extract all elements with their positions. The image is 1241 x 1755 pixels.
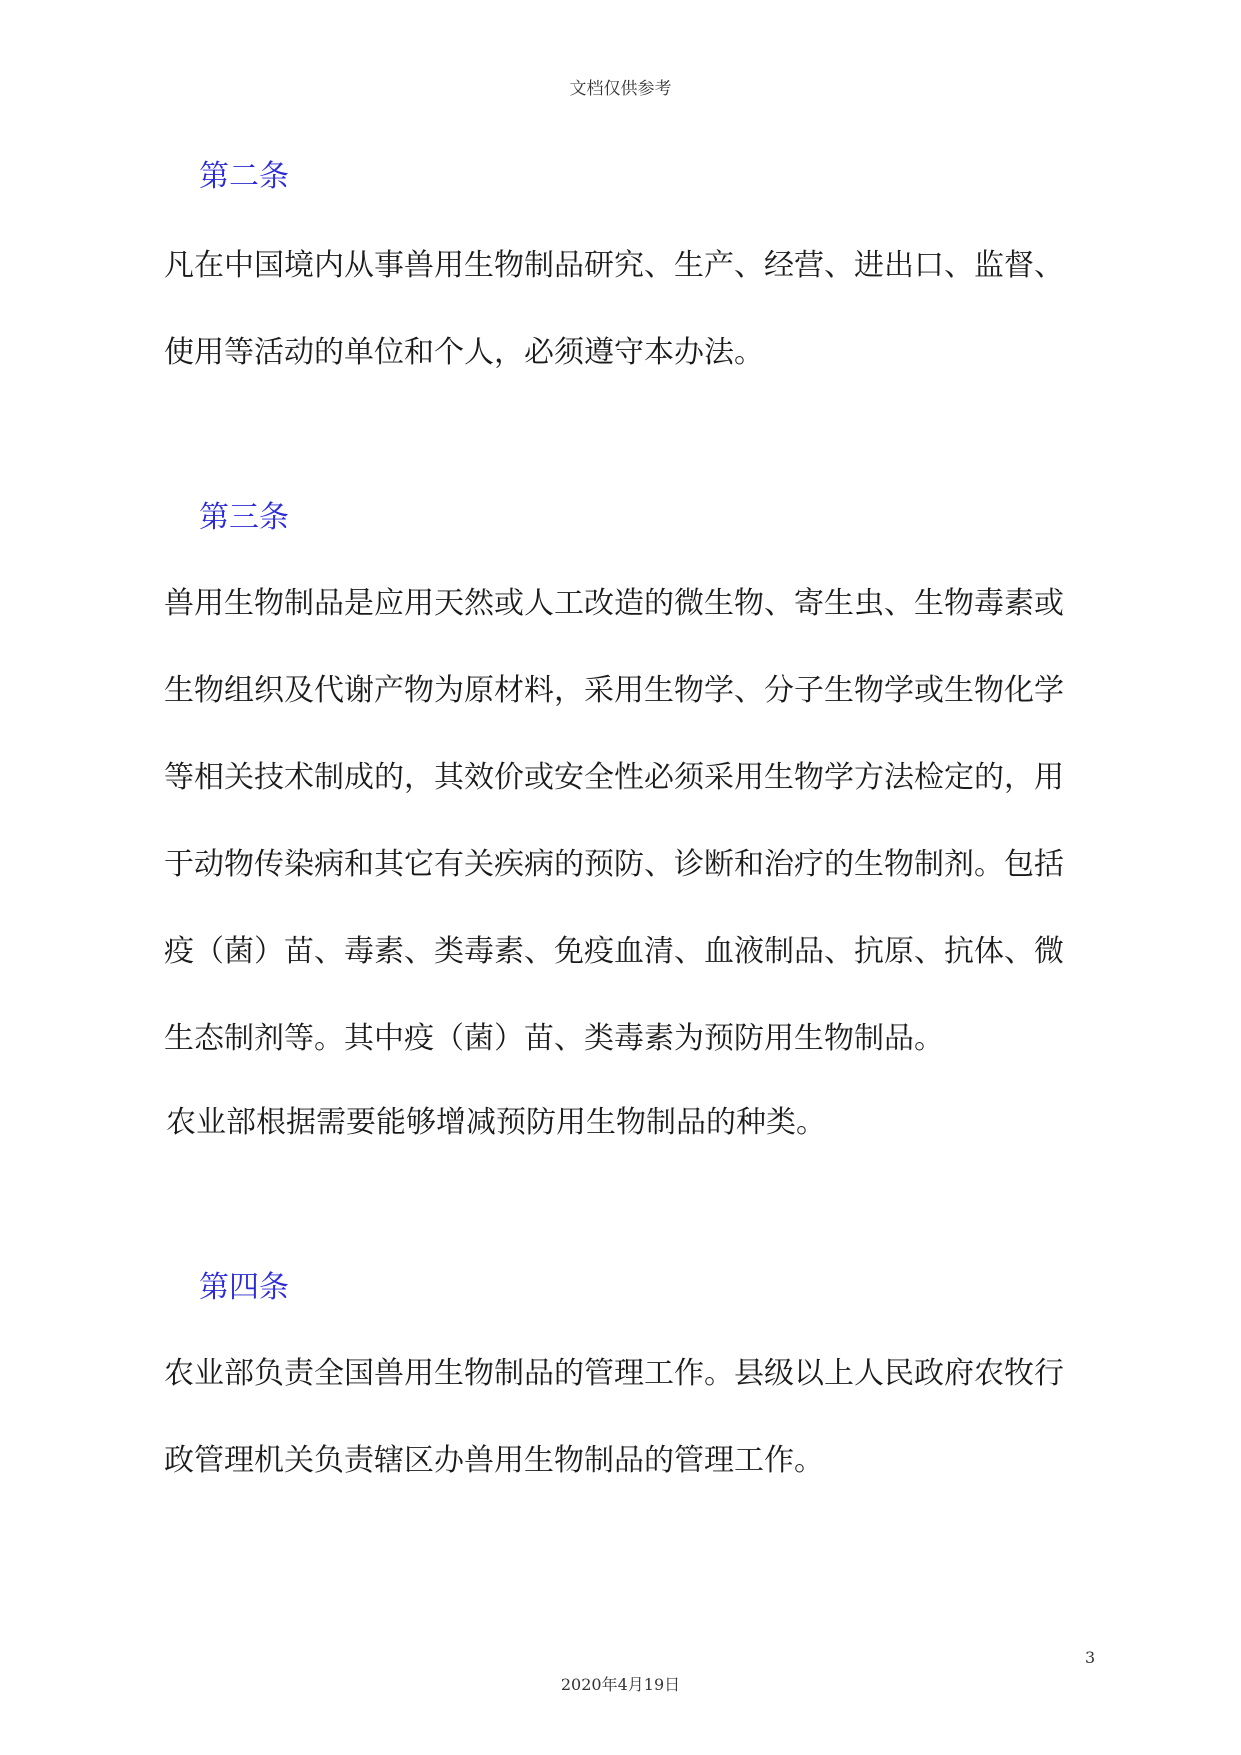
article-3-line-3: 等相关技术制成的，其效价或安全性必须采用生物学方法检定的，用 xyxy=(164,760,1064,795)
article-2-line-1: 凡在中国境内从事兽用生物制品研究、生产、经营、进出口、监督、 xyxy=(164,248,1064,283)
article-3-line-7: 农业部根据需要能够增减预防用生物制品的种类。 xyxy=(166,1105,826,1140)
article-2-line-2: 使用等活动的单位和个人，必须遵守本办法。 xyxy=(164,335,764,370)
article-3-line-4: 于动物传染病和其它有关疾病的预防、诊断和治疗的生物制剂。包括 xyxy=(164,847,1064,882)
article-3-line-5: 疫（菌）苗、毒素、类毒素、免疫血清、血液制品、抗原、抗体、微 xyxy=(164,934,1064,969)
page-number: 3 xyxy=(1085,1648,1096,1667)
article-4-line-1: 农业部负责全国兽用生物制品的管理工作。县级以上人民政府农牧行 xyxy=(164,1356,1064,1391)
page-header: 文档仅供参考 xyxy=(569,79,672,99)
article-heading-2: 第二条 xyxy=(199,159,289,194)
article-heading-4: 第四条 xyxy=(199,1270,289,1305)
page-footer-date: 2020年4月19日 xyxy=(560,1675,681,1694)
article-heading-3: 第三条 xyxy=(199,500,289,535)
article-3-line-6: 生态制剂等。其中疫（菌）苗、类毒素为预防用生物制品。 xyxy=(164,1021,944,1056)
article-4-line-2: 政管理机关负责辖区办兽用生物制品的管理工作。 xyxy=(164,1443,824,1478)
article-3-line-1: 兽用生物制品是应用天然或人工改造的微生物、寄生虫、生物毒素或 xyxy=(164,586,1064,621)
article-3-line-2: 生物组织及代谢产物为原材料，采用生物学、分子生物学或生物化学 xyxy=(164,673,1064,708)
